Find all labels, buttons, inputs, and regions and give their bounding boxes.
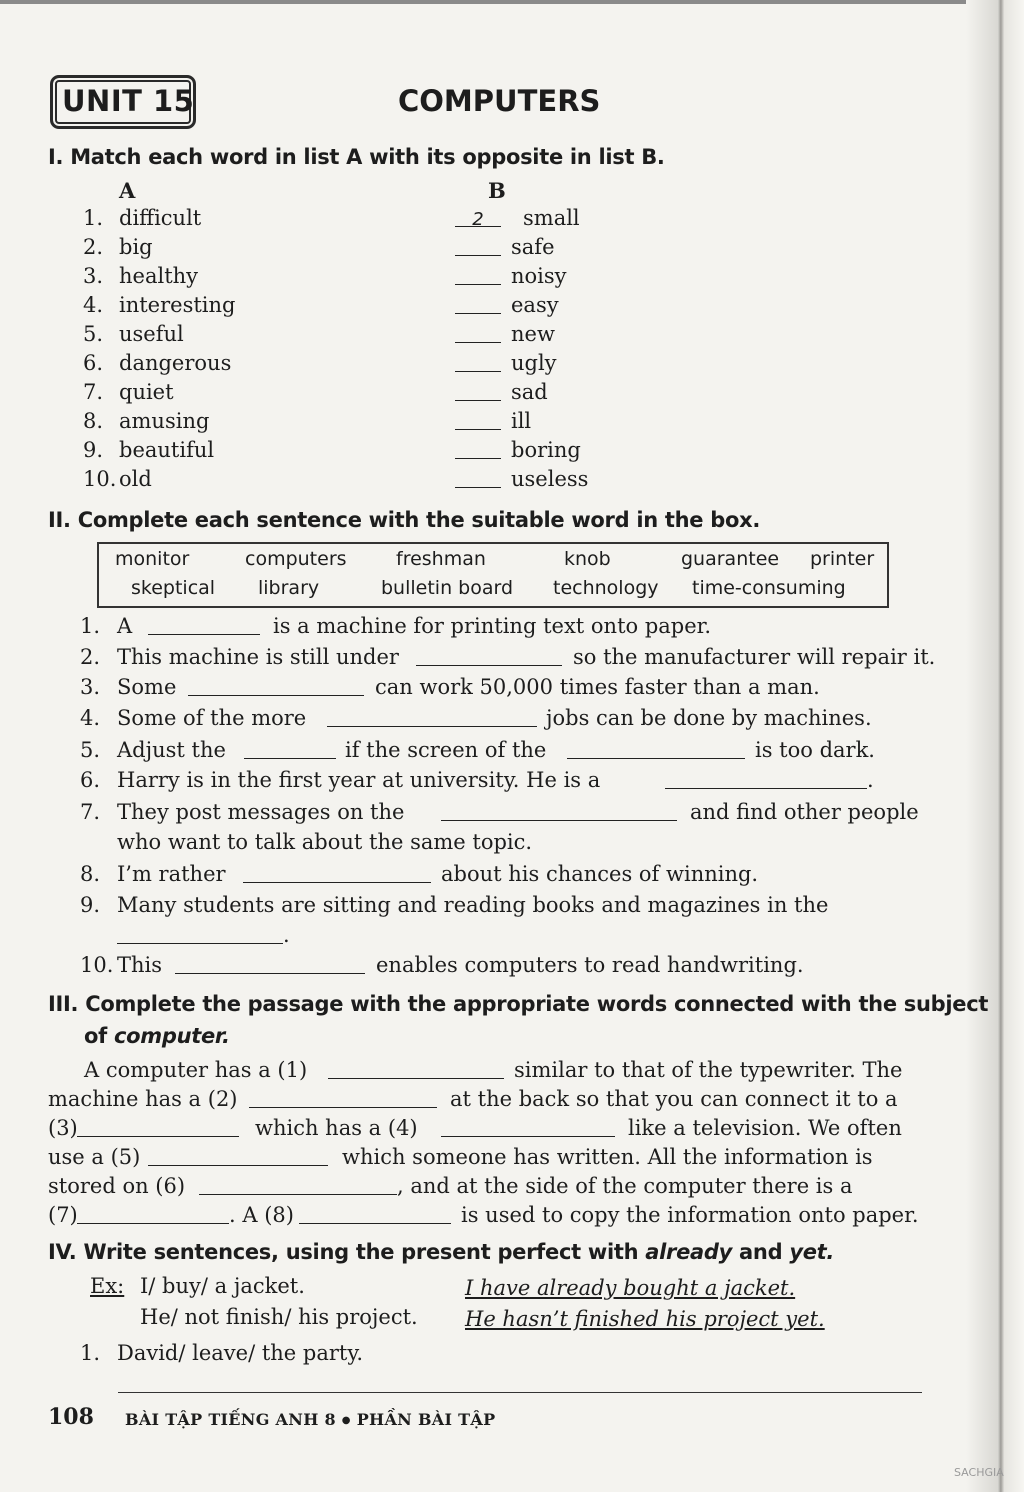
section-2-heading: II. Complete each sentence with the suitable word in the box. (48, 508, 761, 532)
section-1-heading: I. Match each word in list A with its opposite in list B. (48, 145, 665, 169)
list-a-item: 3. healthy (83, 264, 199, 288)
list-b-item: ill (455, 409, 501, 435)
book-spine-shadow (966, 0, 1024, 1492)
list-a-item: 10. old (83, 467, 152, 491)
box-word: bulletin board (381, 577, 514, 599)
list-a-item: 2. big (83, 235, 153, 259)
list-a-item: 6. dangerous (83, 351, 232, 375)
sentence-3: 3. Some can work 50,000 times faster than a man. (80, 675, 820, 699)
answer-blank[interactable] (455, 438, 501, 459)
answer-blank[interactable] (148, 1145, 328, 1166)
sentence-8: 8. I’m rather about his chances of winning. (80, 862, 759, 886)
section-3-heading: III. Complete the passage with the appropriate words connected with the subject (48, 992, 989, 1016)
passage-line: (7) . A (8) is used to copy the information onto paper. (48, 1203, 919, 1227)
watermark-logo: SACHGIA (954, 1466, 1004, 1479)
list-a-item: 1. difficult (83, 206, 202, 230)
answer-blank[interactable] (455, 380, 501, 401)
answer-blank[interactable] (455, 235, 501, 256)
question-1: 1. David/ leave/ the party. (80, 1341, 364, 1365)
list-a-item: 5. useful (83, 322, 184, 346)
page-number: 108 (48, 1404, 94, 1430)
answer-blank[interactable] (299, 1203, 451, 1224)
sentence-2: 2. This machine is still under so the manufacturer will repair it. (80, 645, 936, 669)
page-top-edge (0, 0, 1024, 4)
list-b-item: easy (455, 293, 501, 319)
box-word: skeptical (131, 577, 216, 599)
example-1-prompt: I/ buy/ a jacket. (140, 1274, 305, 1298)
answer-blank[interactable] (77, 1116, 239, 1137)
list-b-item: ugly (455, 351, 501, 377)
answer-blank[interactable] (77, 1203, 229, 1224)
answer-line[interactable] (118, 1392, 922, 1393)
example-label: Ex: (90, 1274, 125, 1298)
answer-blank[interactable] (175, 953, 365, 974)
list-b-item: 2 small (455, 206, 501, 230)
answer-blank[interactable] (455, 351, 501, 372)
answer-blank[interactable] (328, 1058, 504, 1079)
answer-blank[interactable] (244, 738, 336, 759)
passage-line: machine has a (2) at the back so that you can connect it to a (48, 1087, 898, 1111)
box-word: time-consuming (692, 577, 846, 599)
answer-blank[interactable] (441, 1116, 615, 1137)
sentence-6: 6. Harry is in the first year at university. He is a . (80, 768, 874, 792)
box-word: technology (553, 577, 659, 599)
sentence-10: 10. This enables computers to read handwriting. (80, 953, 804, 977)
box-word: computers (245, 548, 347, 570)
answer-blank[interactable] (567, 738, 745, 759)
list-b-item: useless (455, 467, 501, 493)
box-word: knob (564, 548, 611, 570)
passage-line: A computer has a (1) similar to that of the typewriter. The (84, 1058, 903, 1082)
answer-blank[interactable] (455, 409, 501, 430)
answer-blank[interactable] (455, 293, 501, 314)
answer-blank[interactable] (243, 862, 431, 883)
list-b-item: safe (455, 235, 501, 261)
box-word: printer (810, 548, 875, 570)
sentence-7: 7. They post messages on the and find other people who want to talk about the same topic. (80, 800, 919, 854)
list-a-item: 4. interesting (83, 293, 236, 317)
list-a-item: 7. quiet (83, 380, 174, 404)
answer-blank[interactable] (455, 264, 501, 285)
sentence-5: 5. Adjust the if the screen of the is too dark. (80, 738, 875, 762)
sentence-4: 4. Some of the more jobs can be done by machines. (80, 706, 872, 730)
example-2-answer: He hasn’t finished his project yet. (465, 1307, 825, 1331)
list-b-item: new (455, 322, 501, 348)
page-title: COMPUTERS (398, 84, 601, 118)
section-3-heading-cont: of computer. (84, 1024, 230, 1048)
book-title: BÀI TẬP TIẾNG ANH 8 ● PHẦN BÀI TẬP (125, 1410, 496, 1429)
passage-line: stored on (6) , and at the side of the computer there is a (48, 1174, 853, 1198)
answer-blank[interactable] (327, 706, 537, 727)
sentence-9: 9. Many students are sitting and reading books and magazines in the . (80, 893, 829, 947)
list-b-item: boring (455, 438, 501, 464)
list-b-item: sad (455, 380, 501, 406)
example-2-prompt: He/ not finish/ his project. (140, 1305, 418, 1329)
answer-blank[interactable] (455, 467, 501, 488)
list-a-header: A (119, 178, 136, 203)
list-a-item: 9. beautiful (83, 438, 215, 462)
answer-blank[interactable] (117, 923, 283, 944)
answer-blank[interactable] (441, 800, 677, 821)
unit-label: UNIT 15 (62, 84, 195, 118)
answer-blank[interactable] (199, 1174, 397, 1195)
box-word: freshman (396, 548, 486, 570)
answer-blank[interactable]: 2 (455, 206, 501, 227)
answer-blank[interactable] (188, 675, 364, 696)
passage-line: use a (5) which someone has written. All the information is (48, 1145, 873, 1169)
answer-blank[interactable] (665, 768, 867, 789)
list-a-item: 8. amusing (83, 409, 210, 433)
sentence-1: 1. A is a machine for printing text onto paper. (80, 614, 712, 638)
answer-blank[interactable] (148, 614, 260, 635)
example-1-answer: I have already bought a jacket. (465, 1276, 796, 1300)
box-word: library (258, 577, 320, 599)
answer-blank[interactable] (455, 322, 501, 343)
answer-blank[interactable] (249, 1087, 437, 1108)
answer-blank[interactable] (416, 645, 562, 666)
box-word: monitor (115, 548, 190, 570)
box-word: guarantee (681, 548, 780, 570)
section-4-heading: IV. Write sentences, using the present perfect with already and yet. (48, 1240, 835, 1264)
passage-line: (3) which has a (4) like a television. We often (48, 1116, 902, 1140)
list-b-header: B (488, 178, 506, 203)
list-b-item: noisy (455, 264, 501, 290)
